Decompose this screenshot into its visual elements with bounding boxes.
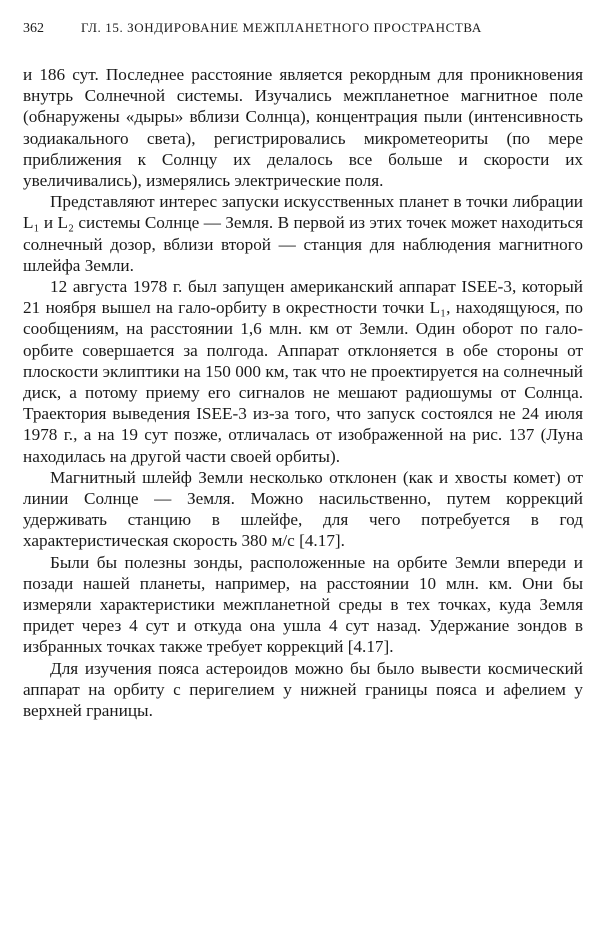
paragraph-earth-orbit-probes: Были бы полезны зонды, расположенные на орбите Земли впереди и позади нашей планеты, например, на расстоянии 10 млн. км. Они бы измеряли характеристики межпланетной среды в тех точках, куда Земля придет через 4 сут и откуда она ушла 4 сут назад. Удержание зондов в избранных точках также требует коррекций [4.17]. (23, 552, 583, 657)
paragraph-isee3: 12 августа 1978 г. был запущен американский аппарат ISEE-3, который 21 ноября вышел на гало-орбиту в окрестности точки L₁, находящуюся, по сообщениям, на расстоянии 1,6 млн. км от Земли. Один оборот по гало-орбите совершается за полгода. Аппарат отклоняется в обе стороны от плоскости эклиптики на 150 000 км, так что не проектируется на солнечный диск, а потому приему его сигналов не мешают радиошумы от Солнца. Траектория выведения ISEE-3 из-за того, что запуск состоялся не 24 июля 1978 г., а на 19 сут позже, отличалась от изображенной на рис. 137 (Луна находилась на другой части своей орбиты). (23, 277, 583, 466)
page-number: 362 (23, 21, 44, 36)
paragraph-asteroid-belt: Для изучения пояса астероидов можно бы было вывести космический аппарат на орбиту с перигелием у нижней границы пояса и афелием у верхней границы. (23, 658, 583, 721)
body-text (23, 64, 583, 721)
paragraph-magnetic-tail: Магнитный шлейф Земли несколько отклонен (как и хвосты комет) от линии Солнце — Земля. Можно насильственно, путем коррекций удерживать станцию в шлейфе, для чего потребуется в год характеристическая скорость 380 м/с [4.17]. (23, 467, 583, 551)
paragraph-continued: и 186 сут. Последнее расстояние является рекордным для проникновения внутрь Солнечной системы. Изучались межпланетное магнитное поле (обнаружены «дыры» вблизи Солнца), концентрация пыли (интенсивность зодиакального света), регистрировались микрометеориты (по мере приближения к Солнцу их делалось все больше и скорости их увеличивались), измерялись электрические поля. (23, 65, 583, 191)
chapter-title: ГЛ. 15. ЗОНДИРОВАНИЕ МЕЖПЛАНЕТНОГО ПРОСТРАНСТВА (81, 20, 482, 35)
paragraph-libration-points: Представляют интерес запуски искусственных планет в точки либрации L₁ и L₂ системы Солнце — Земля. В первой из этих точек может находиться солнечный дозор, вблизи второй — станция для наблюдения магнитного шлейфа Земли. (23, 192, 583, 275)
running-head (23, 20, 583, 50)
book-page (23, 20, 583, 721)
